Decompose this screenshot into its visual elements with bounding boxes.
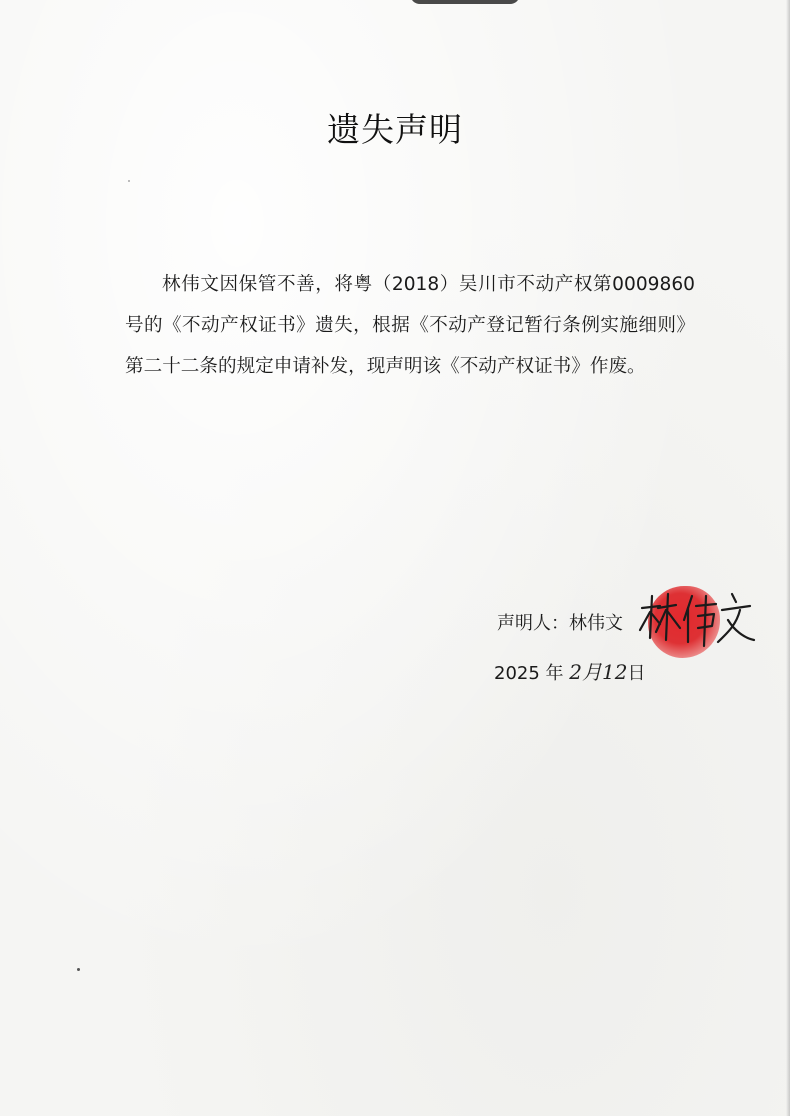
- paper-speck: [128, 180, 130, 182]
- date-day-suffix: 日: [627, 663, 646, 684]
- date-year: 2025 年: [494, 663, 564, 684]
- statement-date: [494, 656, 645, 685]
- document-title: 遗失声明: [327, 110, 463, 149]
- paper-speck: [77, 968, 80, 971]
- signer-line: 声明人：林伟文: [497, 613, 623, 634]
- scan-right-edge: [786, 0, 790, 1116]
- statement-body: 林伟文因保管不善，将粤（2018）吴川市不动产权第0009860号的《不动产权证书》遗失，根据《不动产登记暂行条例实施细则》第二十二条的规定申请补发，现声明该《不动产权证书》作废。: [125, 274, 695, 377]
- date-handwritten: 2月12: [569, 660, 628, 684]
- scan-edge-mark: [410, 0, 520, 4]
- handwritten-signature: [628, 586, 758, 656]
